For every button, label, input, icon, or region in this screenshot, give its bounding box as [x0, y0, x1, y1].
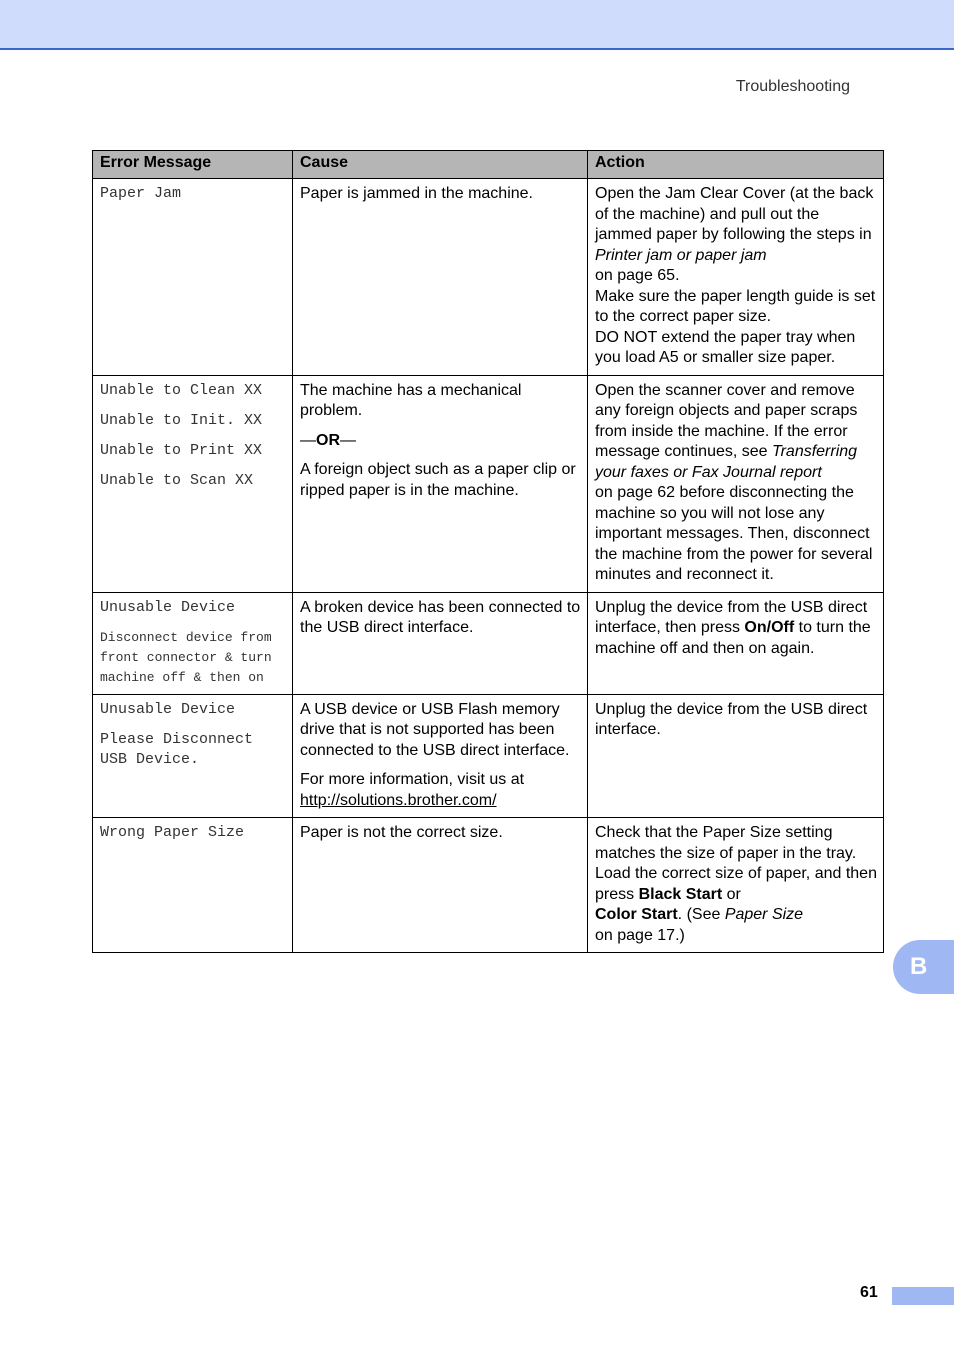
- action-cell: [588, 179, 884, 376]
- action-text: to turn the machine off and then on again.: [595, 619, 871, 657]
- table-header-row: [93, 151, 884, 179]
- action-text: on page 65.: [595, 267, 680, 284]
- table-row: [93, 179, 884, 376]
- cause-text: The machine has a mechanical problem.: [300, 381, 522, 419]
- action-cell: [588, 694, 884, 818]
- cause-text: A USB device or USB Flash memory drive that is not supported has been connected to the USB direct interface.: [300, 700, 570, 759]
- error-message: Unable to Init. XX: [100, 411, 263, 429]
- reference-link-text: Printer jam or paper jam: [595, 246, 767, 264]
- appendix-tab: [893, 940, 954, 994]
- action-cell: [588, 375, 884, 592]
- table-row: [93, 818, 884, 953]
- action-text: Unplug the device from the USB direct interface.: [595, 700, 868, 738]
- error-message: Unusable Device: [100, 598, 236, 616]
- action-cell: [588, 818, 884, 953]
- cause-cell: [293, 375, 588, 592]
- error-message-cell: [93, 592, 293, 694]
- action-text: Check that the Paper Size setting matches the size of paper in the tray. Load the correct size of paper, and then press: [595, 824, 877, 903]
- header-cause: Cause: [293, 151, 588, 179]
- cause-cell: [293, 179, 588, 376]
- error-message: Paper Jam: [100, 185, 182, 202]
- page-number: 61: [860, 1284, 878, 1301]
- error-table: [92, 150, 884, 953]
- header-band: [0, 0, 954, 50]
- key-name: Color Start: [595, 906, 678, 923]
- error-message-cell: [93, 694, 293, 818]
- error-message-cell: [93, 818, 293, 953]
- action-text: Unplug the device from the USB direct interface, then press: [595, 598, 868, 636]
- error-message: Unable to Scan XX: [100, 471, 254, 489]
- action-text: . (See: [677, 906, 725, 923]
- cause-text: A foreign object such as a paper clip or ripped paper is in the machine.: [300, 461, 576, 499]
- cause-cell: [293, 592, 588, 694]
- appendix-tab-label: B: [910, 953, 928, 980]
- header-error-message: Error Message: [93, 151, 293, 179]
- action-text: or: [722, 885, 741, 903]
- page-number-bar: [892, 1287, 954, 1305]
- table-row: [93, 694, 884, 818]
- error-message-detail: Disconnect device from: [100, 629, 272, 645]
- action-text: Open the Jam Clear Cover (at the back of the machine) and pull out the jammed paper by following the steps in: [595, 185, 874, 243]
- section-title: Troubleshooting: [735, 78, 850, 95]
- action-text: on page 17.): [595, 926, 685, 944]
- cause-text: For more information, visit us at: [300, 771, 525, 788]
- cause-text: Paper is jammed in the machine.: [300, 185, 533, 202]
- key-name: On/Off: [744, 619, 795, 636]
- header-action: Action: [588, 151, 884, 179]
- error-message-detail: machine off & then on: [100, 669, 264, 685]
- key-name: Black Start: [638, 885, 723, 903]
- action-text: DO NOT extend the paper tray when you load A5 or smaller size paper.: [595, 328, 856, 366]
- action-cell: [588, 592, 884, 694]
- reference-link-text: Transferring your faxes or Fax Journal report: [595, 443, 858, 481]
- action-text: Make sure the paper length guide is set to the correct paper size.: [595, 287, 876, 325]
- table-row: [93, 592, 884, 694]
- table-row: [93, 375, 884, 592]
- reference-link-text: Paper Size: [724, 906, 804, 923]
- error-message-cell: [93, 375, 293, 592]
- error-message: Wrong Paper Size: [100, 824, 245, 841]
- error-message-detail: USB Device.: [100, 750, 200, 768]
- support-link[interactable]: http://solutions.brother.com/: [300, 791, 497, 809]
- error-message: Unusable Device: [100, 700, 236, 718]
- error-message-detail: front connector & turn: [100, 649, 272, 665]
- error-message-cell: [93, 179, 293, 376]
- cause-cell: [293, 694, 588, 818]
- action-text: Open the scanner cover and remove any foreign objects and paper scraps from inside the machine. If the error message continues, see: [595, 381, 858, 460]
- action-text: on page 62 before disconnecting the machine so you will not lose any important messages. Then, disconnect the machine from the power for several minutes and reconnect it.: [595, 484, 873, 583]
- cause-cell: [293, 818, 588, 953]
- or-separator: —OR—: [300, 431, 356, 449]
- error-message: Unable to Print XX: [100, 441, 263, 459]
- error-message-detail: Please Disconnect: [100, 730, 254, 748]
- cause-text: Paper is not the correct size.: [300, 824, 503, 841]
- action-line: [595, 905, 877, 926]
- cause-text: A broken device has been connected to the USB direct interface.: [300, 598, 581, 636]
- error-message: Unable to Clean XX: [100, 381, 263, 399]
